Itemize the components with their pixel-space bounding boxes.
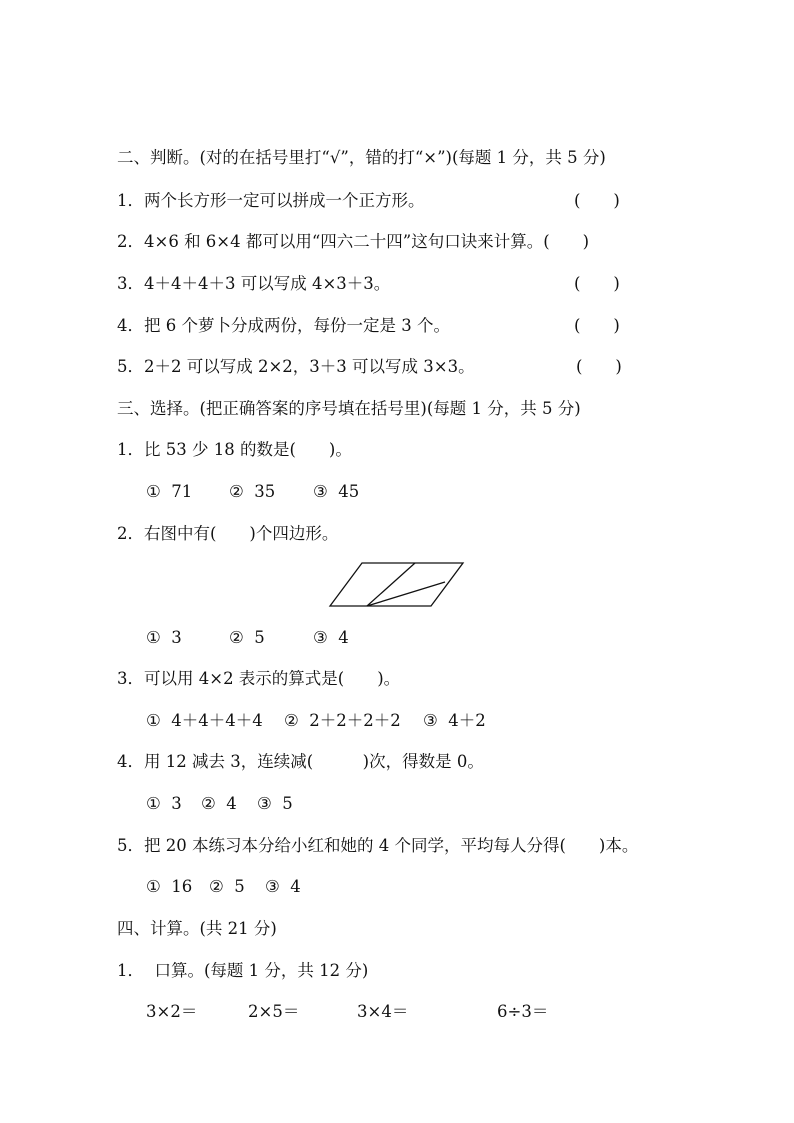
judge-answer-paren-4[interactable]: ( ): [574, 316, 620, 335]
judge-item-3: 3．4＋4＋4＋3 可以写成 4×3＋3。: [117, 274, 391, 293]
choice-3-option-1: ① 4＋4＋4＋4: [146, 711, 263, 730]
choice-question-3: 3．可以用 4×2 表示的算式是( )。: [117, 669, 401, 688]
oral-calc-subheading: 1． 口算。(每题 1 分，共 12 分): [117, 961, 369, 980]
choice-4-option-2: ② 4: [201, 794, 237, 813]
section2-heading: 二、判断。(对的在括号里打“√”，错的打“×”)(每题 1 分，共 5 分): [117, 148, 606, 167]
oral-calc-item-4: 6÷3＝: [497, 1002, 549, 1021]
choice-2-option-2: ② 5: [229, 628, 265, 647]
oral-calc-item-2: 2×5＝: [248, 1002, 300, 1021]
judge-item-5: 5．2＋2 可以写成 2×2，3＋3 可以写成 3×3。: [117, 357, 475, 376]
oral-calc-item-3: 3×4＝: [357, 1002, 409, 1021]
choice-5-option-1: ① 16: [146, 877, 193, 896]
judge-answer-paren-5[interactable]: ( ): [576, 357, 622, 376]
section3-heading: 三、选择。(把正确答案的序号填在括号里)(每题 1 分，共 5 分): [117, 399, 581, 418]
judge-item-4: 4．把 6 个萝卜分成两份，每份一定是 3 个。: [117, 316, 450, 335]
parallelogram-figure: [327, 560, 467, 610]
choice-1-option-3: ③ 45: [313, 482, 360, 501]
choice-question-2: 2．右图中有( )个四边形。: [117, 524, 339, 543]
section4-heading: 四、计算。(共 21 分): [117, 919, 277, 938]
choice-3-option-2: ② 2＋2＋2＋2: [284, 711, 401, 730]
choice-5-option-2: ② 5: [209, 877, 245, 896]
choice-question-1: 1．比 53 少 18 的数是( )。: [117, 440, 352, 459]
choice-4-option-1: ① 3: [146, 794, 182, 813]
judge-answer-paren-3[interactable]: ( ): [574, 274, 620, 293]
figure-divider-line: [367, 563, 415, 606]
judge-item-1: 1．两个长方形一定可以拼成一个正方形。: [117, 191, 425, 210]
oral-calc-item-1: 3×2＝: [146, 1002, 198, 1021]
choice-question-4: 4．用 12 减去 3，连续减( )次，得数是 0。: [117, 752, 484, 771]
choice-2-option-1: ① 3: [146, 628, 182, 647]
choice-question-5: 5．把 20 本练习本分给小红和她的 4 个同学，平均每人分得( )本。: [117, 836, 639, 855]
figure-outline: [330, 563, 463, 606]
choice-5-option-3: ③ 4: [265, 877, 301, 896]
choice-2-option-3: ③ 4: [313, 628, 349, 647]
choice-1-option-1: ① 71: [146, 482, 193, 501]
choice-4-option-3: ③ 5: [257, 794, 293, 813]
judge-answer-paren-1[interactable]: ( ): [574, 191, 620, 210]
choice-3-option-3: ③ 4＋2: [423, 711, 486, 730]
choice-1-option-2: ② 35: [229, 482, 276, 501]
judge-item-2: 2．4×6 和 6×4 都可以用“四六二十四”这句口诀来计算。( ): [117, 232, 590, 251]
